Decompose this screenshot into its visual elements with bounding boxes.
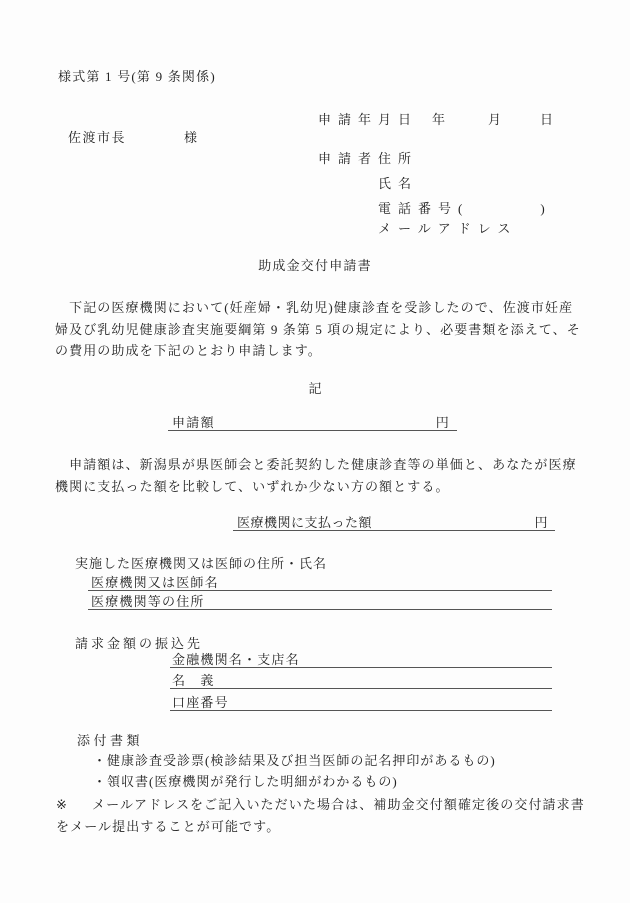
account-holder-field-label: 名 義 xyxy=(172,673,215,688)
provider-name-field-label: 医療機関又は医師名 xyxy=(91,575,219,590)
attachment-item: ・領収書(医療機関が発行した明細がわかるもの) xyxy=(93,774,398,789)
provider-name-field xyxy=(88,573,552,591)
addressee-honorific: 様 xyxy=(184,130,199,145)
provider-address-field-label: 医療機関等の住所 xyxy=(91,594,205,609)
document-title: 助成金交付申請書 xyxy=(258,258,372,273)
date-year-label: 年 xyxy=(432,112,453,127)
addressee-name: 佐渡市長 xyxy=(68,130,127,145)
applicant-address-label: 住所 xyxy=(378,151,419,166)
date-day-label: 日 xyxy=(540,112,561,127)
amount-note-line: 機関に支払った額を比較して、いずれか少ない方の額とする。 xyxy=(55,478,450,494)
application-amount-label: 申請額 xyxy=(172,415,215,430)
date-month-label: 月 xyxy=(488,112,509,127)
applicant-email-label: メールアドレス xyxy=(378,221,518,236)
remark-line: メールアドレスをご記入いただいた場合は、補助金交付額確定後の交付請求書 xyxy=(92,797,585,812)
amount-note-paragraph xyxy=(55,454,615,497)
applicant-name-label: 氏名 xyxy=(378,176,419,191)
amount-note-line: 申請額は、新潟県が県医師会と委託契約した健康診査等の単価と、あなたが医療 xyxy=(55,457,577,472)
application-date-row xyxy=(318,111,560,128)
paid-amount-unit: 円 xyxy=(534,515,548,530)
applicant-label: 申請者 xyxy=(318,151,379,166)
application-amount-unit: 円 xyxy=(435,415,450,430)
application-amount-field xyxy=(168,413,457,431)
body-paragraph-line: の費用の助成を下記のとおり申請します。 xyxy=(55,343,322,359)
remark-note xyxy=(56,794,616,837)
account-holder-field xyxy=(170,671,552,689)
applicant-address-row xyxy=(318,150,418,167)
phone-close-paren: ) xyxy=(540,201,545,216)
remark-line: をメール提出することが可能です。 xyxy=(56,818,281,834)
addressee-row xyxy=(68,129,199,146)
bank-name-field-label: 金融機関名・支店名 xyxy=(172,652,300,667)
body-paragraph xyxy=(55,297,615,362)
paid-amount-label: 医療機関に支払った額 xyxy=(237,515,373,530)
applicant-phone-label: 電話番号( xyxy=(378,201,470,216)
applicant-phone-row xyxy=(378,200,545,217)
transfer-section-heading: 請求金額の振込先 xyxy=(75,636,204,651)
record-marker: 記 xyxy=(308,381,322,396)
bank-name-field xyxy=(170,650,552,668)
remark-marker: ※ xyxy=(56,797,68,812)
provider-address-field xyxy=(88,592,552,610)
account-number-field xyxy=(170,693,552,711)
attachment-item: ・健康診査受診票(検診結果及び担当医師の記名押印があるもの) xyxy=(93,753,496,768)
provider-section-heading: 実施した医療機関又は医師の住所・氏名 xyxy=(75,556,328,571)
date-label: 申請年月日 xyxy=(318,112,419,127)
account-number-field-label: 口座番号 xyxy=(172,695,229,710)
attachments-heading: 添付書類 xyxy=(77,733,144,748)
form-number-label: 様式第 1 号(第 9 条関係) xyxy=(58,69,216,84)
body-paragraph-line: 下記の医療機関において(妊産婦・乳幼児)健康診査を受診したので、佐渡市妊産 xyxy=(55,300,574,315)
paid-amount-field xyxy=(233,513,555,531)
body-paragraph-line: 婦及び乳幼児健康診査実施要綱第 9 条第 5 項の規定により、必要書類を添えて、そ xyxy=(55,321,581,337)
